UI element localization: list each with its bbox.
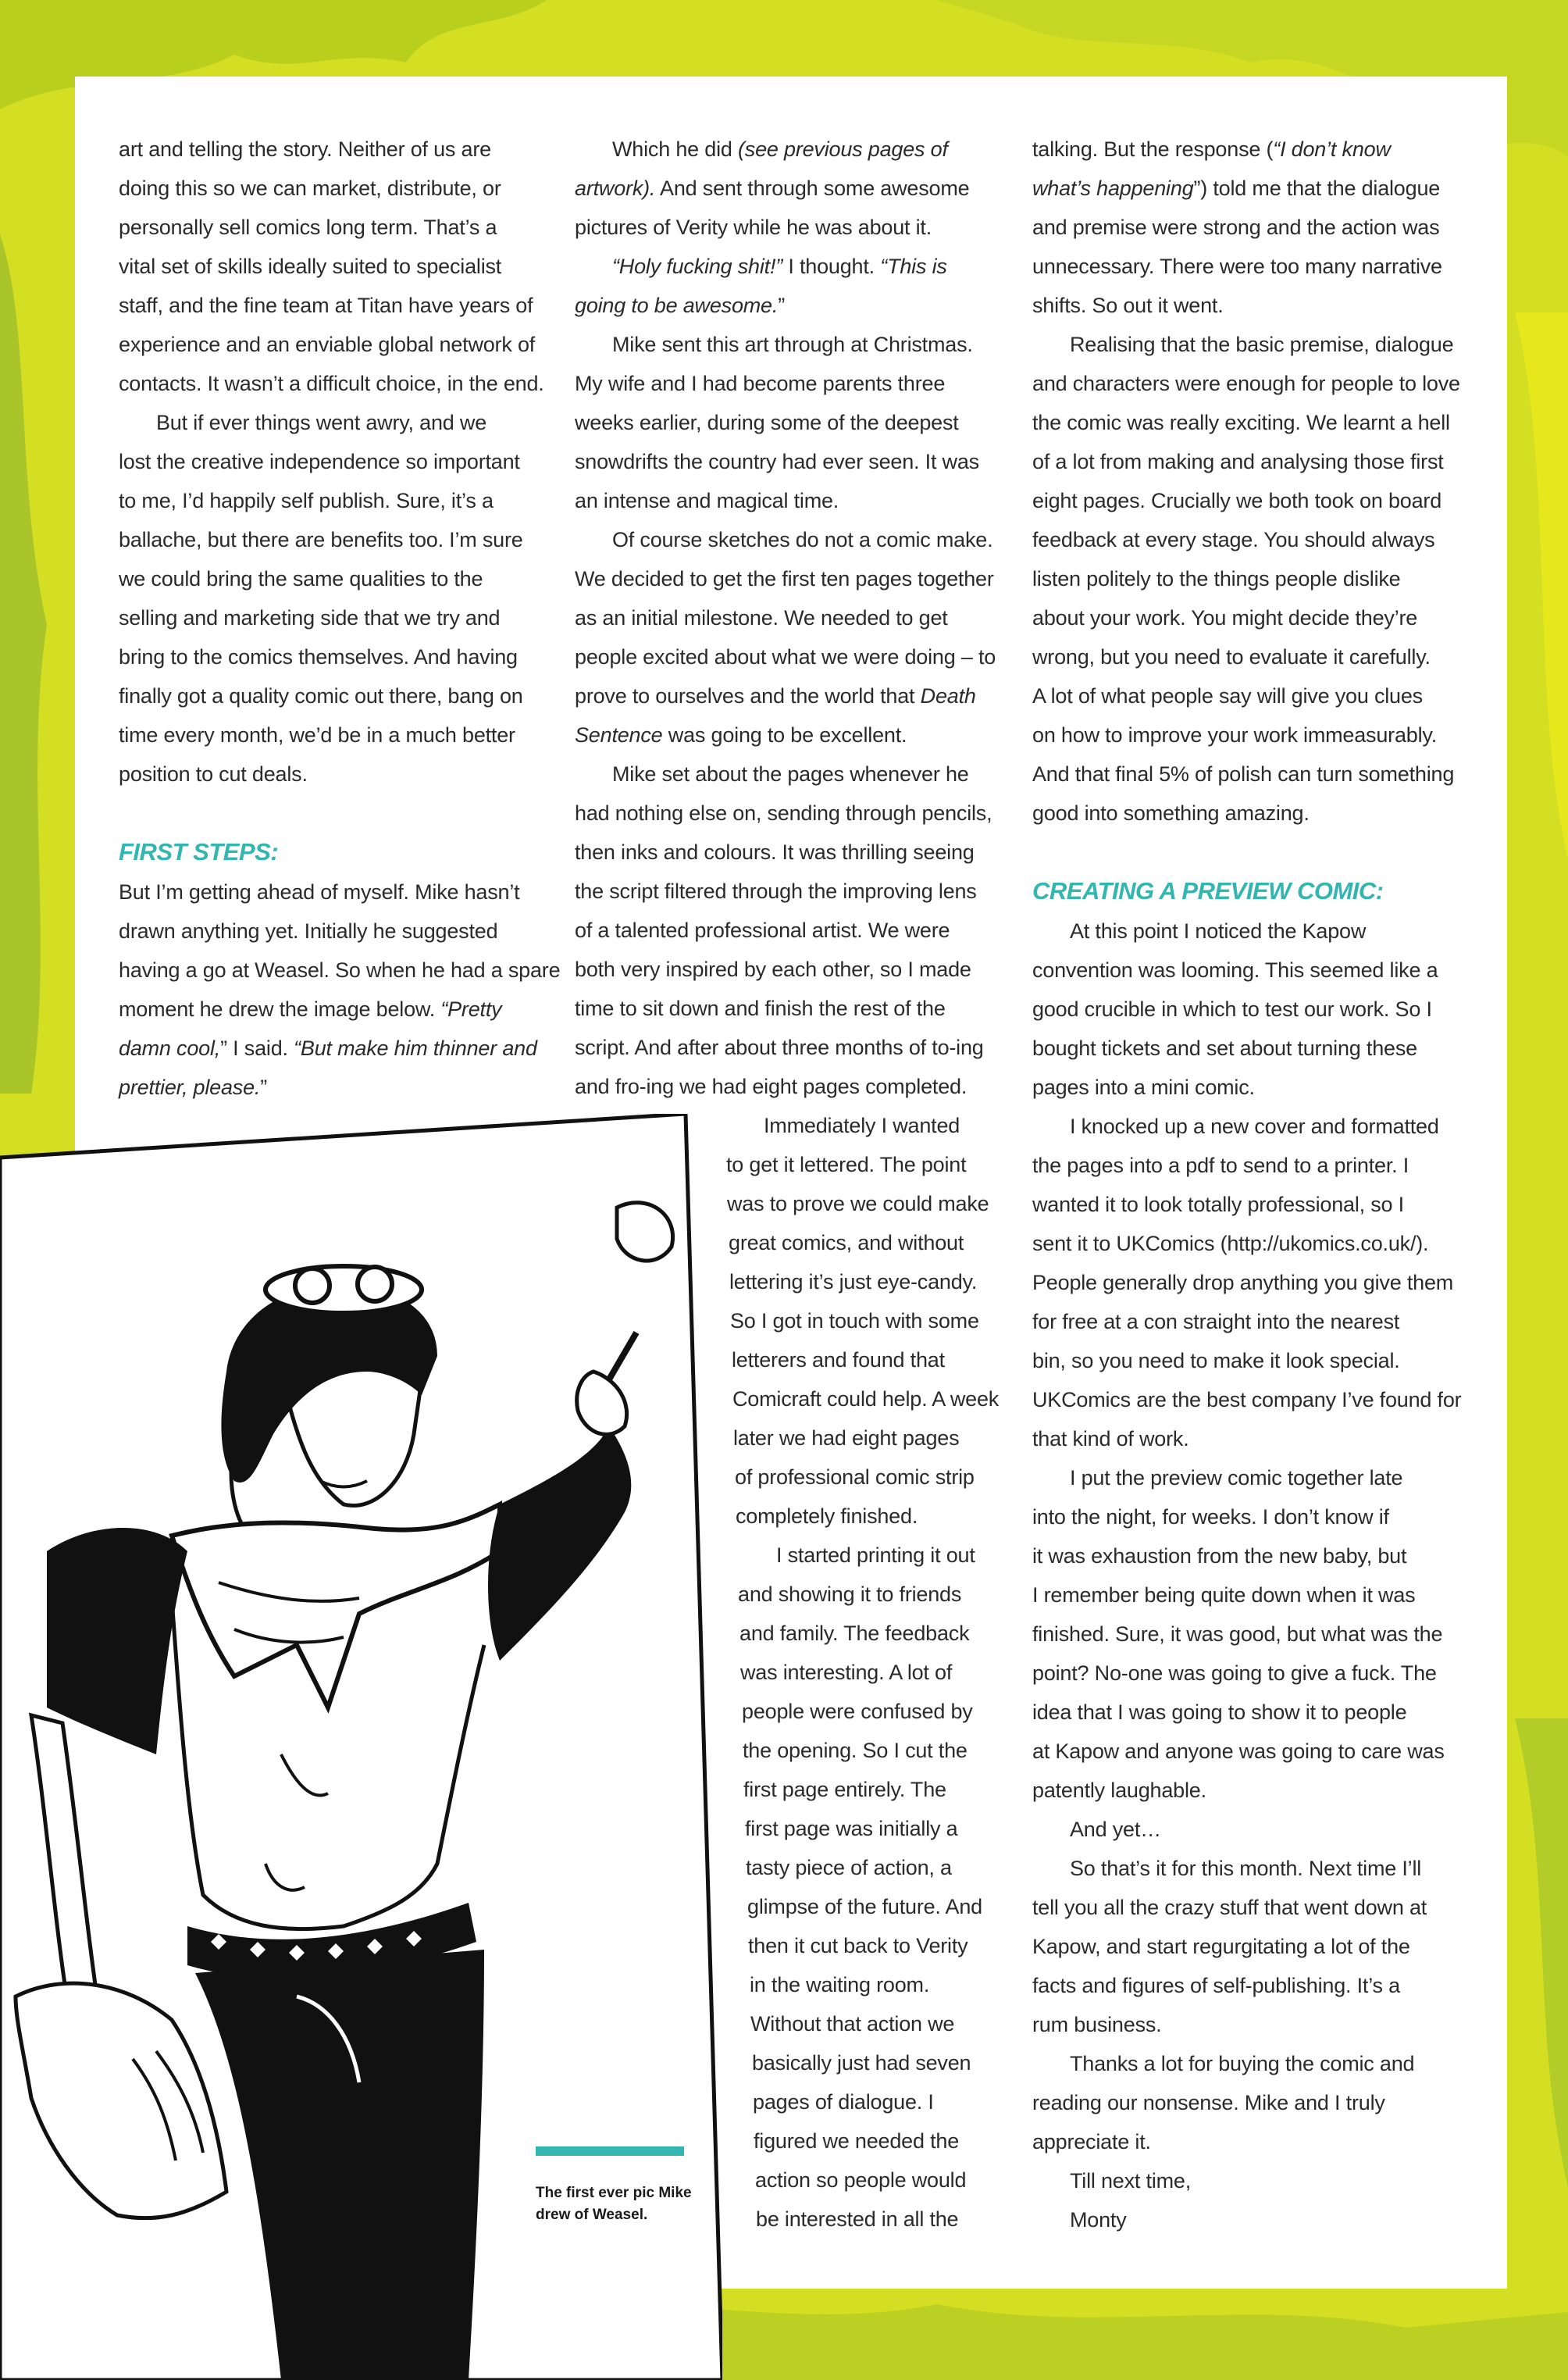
text-line: wrong, but you need to evaluate it carefully.: [1032, 645, 1431, 669]
text-line: snowdrifts the country had ever seen. It was: [575, 450, 979, 473]
text-line: great comics, and without: [729, 1231, 964, 1254]
text-line: prettier, please.”: [119, 1076, 268, 1099]
text-line: And that final 5% of polish can turn something: [1032, 762, 1455, 786]
text-line: pictures of Verity while he was about it.: [575, 216, 932, 239]
text-line: and showing it to friends: [738, 1583, 962, 1606]
text-line: People generally drop anything you give them: [1032, 1271, 1454, 1294]
text-line: into the night, for weeks. I don’t know if: [1032, 1505, 1389, 1529]
text-line: Of course sketches do not a comic make.: [612, 528, 993, 551]
text-line: Sentence was going to be excellent.: [575, 723, 907, 747]
text-line: for free at a con straight into the nearest: [1032, 1310, 1400, 1333]
text-line: tell you all the crazy stuff that went down at: [1032, 1896, 1427, 1919]
text-line: Kapow, and start regurgitating a lot of the: [1032, 1935, 1410, 1958]
text-line: I put the preview comic together late: [1070, 1466, 1403, 1490]
text-line: I started printing it out: [776, 1543, 975, 1567]
text-line: And yet…: [1070, 1818, 1161, 1841]
section-heading-preview-comic: CREATING A PREVIEW COMIC:: [1032, 877, 1384, 905]
text-line: and fro-ing we had eight pages completed.: [575, 1075, 968, 1098]
text-line: action so people would: [755, 2168, 967, 2192]
text-line: So that’s it for this month. Next time I’ll: [1070, 1857, 1422, 1880]
text-line: My wife and I had become parents three: [575, 372, 946, 395]
text-line: contacts. It wasn’t a difficult choice, in the end.: [119, 372, 544, 395]
text-line: and family. The feedback: [739, 1622, 970, 1645]
text-line: idea that I was going to show it to people: [1032, 1700, 1407, 1724]
text-line: ballache, but there are benefits too. I’m sure: [119, 528, 523, 551]
text-line: eight pages. Crucially we both took on board: [1032, 489, 1442, 512]
text-line: basically just had seven: [752, 2051, 971, 2075]
text-line: then it cut back to Verity: [748, 1934, 968, 1957]
text-line: Without that action we: [750, 2012, 955, 2036]
text-line: about your work. You might decide they’re: [1032, 606, 1418, 630]
text-line: At this point I noticed the Kapow: [1070, 919, 1367, 943]
text-line: time to sit down and finish the rest of the: [575, 997, 946, 1020]
text-line: listen politely to the things people dislike: [1032, 567, 1401, 591]
text-line: Realising that the basic premise, dialogue: [1070, 333, 1454, 356]
text-line: script. And after about three months of to-ing: [575, 1036, 984, 1059]
text-line: A lot of what people say will give you clues: [1032, 684, 1423, 708]
text-line: But I’m getting ahead of myself. Mike hasn’t: [119, 880, 520, 904]
text-line: moment he drew the image below. “Pretty: [119, 997, 502, 1021]
text-line: vital set of skills ideally suited to specialist: [119, 255, 502, 278]
text-line: reading our nonsense. Mike and I truly: [1032, 2091, 1385, 2114]
text-line: Which he did (see previous pages of: [612, 137, 948, 161]
text-line: drawn anything yet. Initially he suggested: [119, 919, 498, 943]
caption-accent-bar: [536, 2146, 684, 2156]
text-line: bought tickets and set about turning these: [1032, 1037, 1417, 1060]
text-line: point? No-one was going to give a fuck. The: [1032, 1661, 1437, 1685]
text-line: prove to ourselves and the world that Death: [575, 684, 976, 708]
text-line: of a talented professional artist. We were: [575, 919, 950, 942]
signoff-author: Monty: [1070, 2208, 1127, 2232]
text-line: Thanks a lot for buying the comic and: [1070, 2052, 1415, 2075]
image-caption: [536, 2182, 700, 2226]
text-line: to me, I’d happily self publish. Sure, it’s a: [119, 489, 494, 512]
text-line: figured we needed the: [754, 2129, 960, 2153]
text-line: I knocked up a new cover and formatted: [1070, 1115, 1439, 1138]
text-line: But if ever things went awry, and we: [156, 411, 487, 434]
text-line: artwork). And sent through some awesome: [575, 177, 970, 200]
text-line: it was exhaustion from the new baby, but: [1032, 1544, 1407, 1568]
text-line: talking. But the response (“I don’t know: [1032, 137, 1391, 161]
text-line: and premise were strong and the action was: [1032, 216, 1440, 239]
text-line: tasty piece of action, a: [746, 1856, 952, 1879]
text-line: finished. Sure, it was good, but what was the: [1032, 1622, 1443, 1646]
text-line: wanted it to look totally professional, so I: [1032, 1193, 1404, 1216]
text-line: was interesting. A lot of: [740, 1661, 953, 1684]
text-line: the opening. So I cut the: [743, 1739, 968, 1762]
text-line: an intense and magical time.: [575, 489, 839, 512]
caption-line: The first ever pic Mike: [536, 2185, 692, 2201]
column-1: [119, 130, 561, 1107]
text-line: at Kapow and anyone was going to care was: [1032, 1740, 1445, 1763]
text-line: going to be awesome.”: [575, 294, 785, 317]
text-line: So I got in touch with some: [730, 1309, 979, 1333]
text-line: pages into a mini comic.: [1032, 1076, 1255, 1099]
text-line: glimpse of the future. And: [747, 1895, 982, 1918]
text-line: I remember being quite down when it was: [1032, 1583, 1416, 1607]
section-heading-first-steps: FIRST STEPS:: [119, 838, 279, 865]
text-line: rum business.: [1032, 2013, 1162, 2036]
text-line: weeks earlier, during some of the deepest: [575, 411, 959, 434]
text-line: personally sell comics long term. That’s a: [119, 216, 497, 239]
text-line: we could bring the same qualities to the: [119, 567, 483, 591]
caption-line: drew of Weasel.: [536, 2207, 648, 2223]
text-line: shifts. So out it went.: [1032, 294, 1224, 317]
text-line: damn cool,” I said. “But make him thinner and: [119, 1037, 537, 1060]
text-line: the script filtered through the improving lens: [575, 880, 977, 903]
text-line: convention was looming. This seemed like a: [1032, 958, 1438, 982]
text-line: Comicraft could help. A week: [732, 1387, 1000, 1411]
column-3: [1032, 130, 1470, 2239]
text-line: on how to improve your work immeasurably.: [1032, 723, 1437, 747]
text-line: unnecessary. There were too many narrative: [1032, 255, 1442, 278]
text-line: of a lot from making and analysing those first: [1032, 450, 1444, 473]
text-line: completely finished.: [736, 1504, 918, 1528]
text-line: of professional comic strip: [735, 1465, 975, 1489]
text-line: first page was initially a: [745, 1817, 958, 1840]
text-line: staff, and the fine team at Titan have years of: [119, 294, 533, 317]
text-line: as an initial milestone. We needed to get: [575, 606, 948, 630]
text-line: position to cut deals.: [119, 762, 308, 786]
text-line: and characters were enough for people to love: [1032, 372, 1460, 395]
text-line: that kind of work.: [1032, 1427, 1189, 1450]
text-line: bring to the comics themselves. And having: [119, 645, 518, 669]
text-line: in the waiting room.: [750, 1973, 930, 1996]
text-line: the comic was really exciting. We learnt a hell: [1032, 411, 1450, 434]
text-line: facts and figures of self-publishing. It’s a: [1032, 1974, 1400, 1997]
text-line: good crucible in which to test our work. So I: [1032, 997, 1432, 1021]
text-line: sent it to UKComics (http://ukomics.co.uk/).: [1032, 1232, 1429, 1255]
text-line: Mike set about the pages whenever he: [612, 762, 969, 786]
text-line: lettering it’s just eye-candy.: [729, 1270, 978, 1293]
text-line: was to prove we could make: [727, 1192, 989, 1215]
text-line: then inks and colours. It was thrilling seeing: [575, 840, 975, 864]
text-line: what’s happening”) told me that the dialogue: [1032, 177, 1441, 200]
text-line: selling and marketing side that we try and: [119, 606, 501, 630]
text-line: pages of dialogue. I: [753, 2090, 934, 2114]
text-line: first page entirely. The: [743, 1778, 946, 1801]
text-line: later we had eight pages: [733, 1426, 960, 1450]
text-line: finally got a quality comic out there, bang on: [119, 684, 523, 708]
text-line: good into something amazing.: [1032, 801, 1310, 825]
text-line: feedback at every stage. You should always: [1032, 528, 1435, 551]
text-line: patently laughable.: [1032, 1779, 1206, 1802]
text-line: letterers and found that: [732, 1348, 945, 1372]
text-line: Mike sent this art through at Christmas.: [612, 333, 973, 356]
column-2: [575, 130, 996, 1106]
text-line: lost the creative independence so important: [119, 450, 520, 473]
text-line: appreciate it.: [1032, 2130, 1151, 2153]
text-line: bin, so you need to make it look special.: [1032, 1349, 1400, 1372]
text-line: “Holy fucking shit!” I thought. “This is: [612, 255, 947, 278]
text-line: both very inspired by each other, so I made: [575, 958, 971, 981]
text-line: had nothing else on, sending through pencils,: [575, 801, 992, 825]
text-line: having a go at Weasel. So when he had a spare: [119, 958, 561, 982]
text-line: We decided to get the first ten pages together: [575, 567, 994, 591]
text-line: be interested in all the: [756, 2207, 959, 2231]
text-line: the pages into a pdf to send to a printer. I: [1032, 1154, 1409, 1177]
text-line: people were confused by: [742, 1700, 973, 1723]
text-line: Immediately I wanted: [764, 1114, 960, 1137]
text-line: to get it lettered. The point: [726, 1153, 967, 1176]
text-line: UKComics are the best company I’ve found for: [1032, 1388, 1462, 1411]
text-line: people excited about what we were doing – to: [575, 645, 996, 669]
text-line: experience and an enviable global network of: [119, 333, 536, 356]
text-line: art and telling the story. Neither of us are: [119, 137, 491, 161]
text-line: time every month, we’d be in a much better: [119, 723, 515, 747]
signoff-line: Till next time,: [1070, 2169, 1192, 2193]
text-line: doing this so we can market, distribute, or: [119, 177, 501, 200]
